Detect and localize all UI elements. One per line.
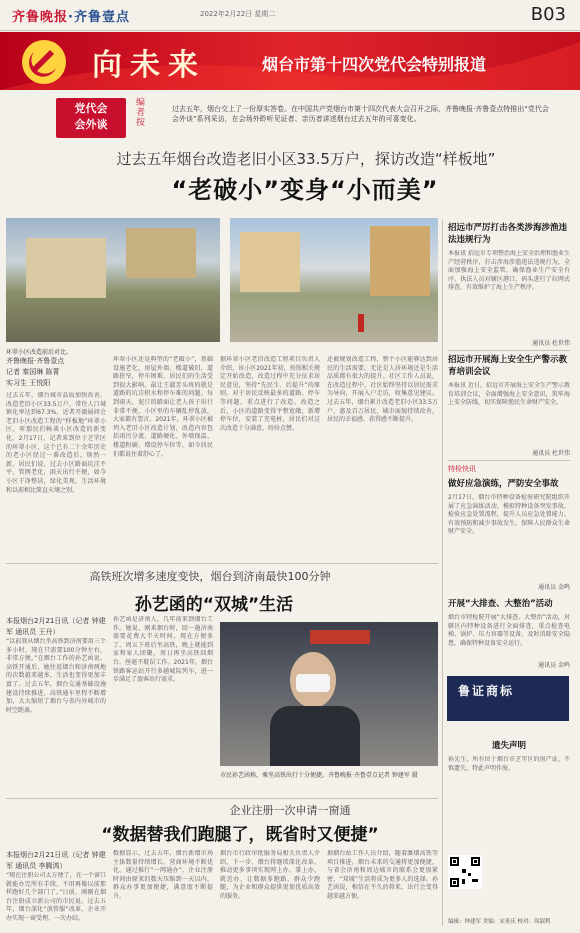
story1-photo-caption: 环翠小区改造前后对比。	[6, 349, 73, 356]
sidebar-item1-headline: 招远市严厉打击各类涉海涉渔违法违规行为	[448, 223, 568, 245]
editor-note-label: 编者按	[136, 98, 146, 128]
story2-column-1: “以前我从烟台坐高铁到济南要用三个多小时，现在只需要100分钟左右，非常方便。”在烟台工作的孙艺函说。高铁开通后，她往返烟台和济南两地的次数越来越多，生活也变得更加丰富了。过去五年，烟台交通基础设施建设持续推进，高铁通车里程不断增加，大大缩短了烟台与省内外城市的时空距离。	[6, 638, 106, 714]
story2-headline: 孙艺函的“双城”生活	[134, 595, 294, 615]
sidebar-item4-sign: 通讯员 金鸣	[538, 662, 570, 669]
banner-subtitle: 烟台市第十四次党代会特别报道	[262, 55, 487, 74]
story1-column-3: 据环翠小区老旧改造工程项目负责人介绍，该小区2021年初，按照相关规定开始改造，改造过程中充分征求居民意见，坚持“先民生、后提升”的原则。对于居民反映最多的道路、停车等问题，重点进行了改造。改造之后，小区的道路变得平整宽敞，新增停车位，安装了充电桩，居民们对这次改造十分满意，纷纷点赞。	[220, 356, 320, 432]
story1-headline: “老破小”变身“小而美”	[171, 176, 439, 204]
sidebar-item4-body: 烟台市特检院开展“大排查、大整治”活动，对辖区内特种设备进行全面排查，重点检查电梯、锅炉、压力容器等设备，及时消除安全隐患，确保特种设备安全运行。	[448, 614, 570, 647]
advertisement-text: 鲁证商标	[458, 684, 515, 698]
sidebar-item2-sign: 通讯员 杜世伟	[532, 450, 570, 457]
story2-column-2: 孙艺函是济南人，几年前来到烟台工作。她说，刚来烟台时，回一趟济南需要花费大半天时间，现在方便多了。周五下班后坐高铁，晚上就能到家和家人团聚，周日再坐高铁回烟台，丝毫不耽误工作。2021年，烟台铁路客运站开行多趟城际列车，进一步满足了旅客出行需求。	[113, 616, 213, 684]
story1-photo-after	[230, 218, 438, 342]
story2-kicker: 高铁班次增多速度变快，烟台到济南最快100分钟	[89, 570, 331, 583]
story2-photo	[220, 622, 438, 766]
story3-column-3: 烟台市行政审批服务局相关负责人介绍，下一步，烟台将继续深化改革，推动更多事项实现网上办、掌上办、就近办，让数据多跑路，群众少跑腿，为企业和群众提供更加优质高效的服务。	[220, 850, 320, 900]
divider	[6, 798, 438, 799]
divider	[448, 350, 570, 351]
story1-photo-before	[6, 218, 220, 342]
story3-byline: 本报烟台2月21日讯（记者 钟建军 通讯员 李腾鸿）	[6, 851, 106, 870]
story1-column-1: 过去五年，烟台城市品质加快改善，改造老旧小区33.5万户，常住人口城镇化率达到67.3%。近者开副展问会老旧小区改造工程的“样板地”环翠小区，听那民们畅谈小区改造的新变化。2月17日，记者来到位于芝罘区的环翠小区，这个已有二十余年历史的老小区经过一番改造后，焕然一新。居民们说，过去小区路面坑洼不平，管网老化，雨天出行不便，如今小区干净整洁，绿化美观，生活环境和以前相比简直天壤之别。	[6, 392, 106, 494]
sidebar-item3-body: 2月17日，烟台市特种设备检验研究院组织开展了应急演练活动，模拟特种设备突发事故，检验应急处置流程，提升人员应急处置能力，有效预防和减少事故发生，保障人民群众生命财产安全。	[448, 494, 570, 536]
story2-byline: 本报烟台2月21日讯（记者 钟建军 通讯员 王丹）	[6, 617, 106, 636]
notice-headline: 遗失声明	[491, 741, 526, 751]
story3-column-1: “现在注册公司太方便了，在一个窗口就能办完所有手续，不用再像以前那样跑好几个部门了。”日前，刚刚在烟台注册成立新公司的市民说。过去五年，烟台深化“放管服”改革，企业开办实现一窗受理、一次办结。	[6, 872, 106, 922]
story1-kicker: 过去五年烟台改造老旧小区33.5万户，探访改造“样板地”	[116, 150, 496, 168]
banner-title: 向未来	[92, 48, 206, 83]
page-footer: 编辑：钟建军 美编：宋善庆 校对：周淑利	[448, 919, 551, 925]
divider	[6, 563, 438, 564]
story3-kicker: 企业注册一次申请一窗通	[229, 804, 351, 817]
story1-byline: 齐鲁晚报·齐鲁壹点 记者 秦国琳 陈菁 实习生 王悦阳	[6, 357, 65, 387]
sidebar-divider	[442, 220, 443, 926]
story2-photo-caption: 市民孙艺函称，乘坐高铁出行十分便捷。齐鲁晚报·齐鲁壹点记者 钟建军 摄	[220, 772, 418, 779]
sidebar-item4-headline: 开展“大排查、大整治”活动	[448, 599, 553, 609]
page-number: B03	[530, 4, 566, 25]
story1-column-2: 环翠小区还是典型的“老破小”，基础设施老化，房屋外墙、楼道破旧，道路狭窄，停车困难，居民们的生活受到很大影响。最让王淑芳头疼的就是道路的坑洼积水和停车难的问题。每到雨天，泥泞的路面让老人孩子出行非常不便，小区里的车辆乱停乱放，大家都有怨言。2021年，环翠小区被列入老旧小区改造计划，改造内容包括雨污分流、道路硬化、外墙保温、楼道粉刷、增设停车位等，如今居民们都说住着舒心了。	[113, 356, 213, 458]
party-emblem-icon	[18, 38, 70, 86]
story3-column-4: 据烟台站工作人员介绍，随着潍烟高铁等项目推进，烟台未来的交通将更加便捷，与省会济南和周边城市的联系会更加紧密，“双城”生活将成为更多人的选择。孙艺函说，相信在不久的将来，出行会变得越来越方便。	[327, 850, 438, 900]
qr-code-icon	[448, 855, 482, 889]
story3-headline: “数据替我们跑腿了，既省时又便捷”	[101, 825, 379, 845]
sidebar-item3-tag: 特检快讯	[448, 465, 476, 473]
story1-column-4: 还被规划改造工程，整个小区能够达到居民的生活需要，无论是人居环境还是生活品质都有很大的提升。社区工作人员说，在改造过程中，社区始终坚持以居民需求为导向，开展入户走访，收集意见建议。过去五年，烟台累计改造老旧小区33.5万户，惠及百万居民，城市面貌持续改善，居民的幸福感、获得感不断提升。	[327, 356, 438, 424]
sidebar-item3-sign: 通讯员 金鸣	[538, 584, 570, 591]
newspaper-logo: 齐鲁晚报·齐鲁壹点	[12, 10, 130, 25]
story3-column-2: 数据显示，过去五年，烟台新增市场主体数量持续增长，营商环境不断优化。通过推行“一网通办”，企业注册时间由原来的数天压缩到一天以内，群众办事更加便捷，满意度不断提升。	[113, 850, 213, 900]
sidebar-item2-headline: 招远市开展海上安全生产警示教育培训会议	[448, 355, 568, 377]
divider	[448, 460, 570, 461]
sidebar-item3-headline: 做好应急演练，严防安全事故	[448, 479, 559, 489]
sidebar-item1-body: 本报讯 招远市专项整治海上安全治理和渔业生产经营秩序，打击涉海涉渔违法违规行为，全面加强海上安全监管，确保渔业生产安全有序。执法人员对辖区港口、码头进行了拉网式排查，有效维护了海上生产秩序。	[448, 250, 570, 292]
column-tag: 党代会 会外谈	[56, 98, 126, 138]
editor-note-text: 过去五年，烟台交上了一份厚实答卷。在中国共产党烟台市第十四次代表大会召开之际，齐鲁晚报·齐鲁壹点特推出“党代会会外谈”系列采访，在会场外聆听见证者、亲历者讲述烟台过去五年的可喜变化。	[172, 105, 549, 123]
notice-body: 孙先生，所有位于烟台市芝罘区的房产证，不慎遗失，特此声明作废。	[448, 756, 570, 772]
date-line: 2022年2月22日 星期二	[200, 10, 276, 18]
sidebar-item1-sign: 通讯员 杜世伟	[532, 340, 570, 347]
sidebar-item2-body: 本报讯 近日，招远市开展海上安全生产警示教育培训会议，全面增强海上安全意识，筑牢海上安全防线，切实保障渔民生命财产安全。	[448, 382, 570, 407]
